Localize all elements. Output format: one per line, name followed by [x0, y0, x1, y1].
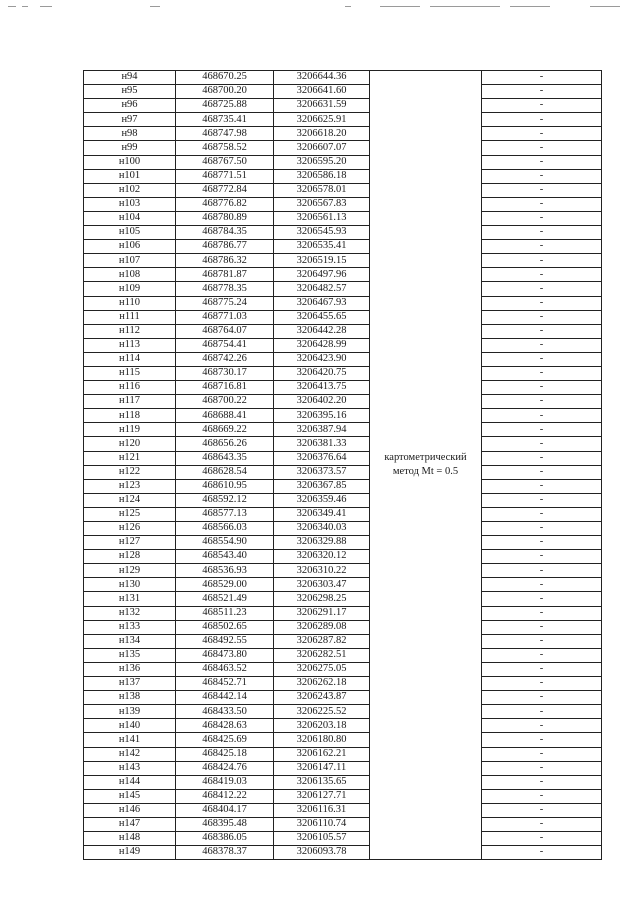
table-row [84, 832, 602, 846]
y-coordinate-cell: 3206162.21 [274, 747, 370, 761]
y-coordinate-cell: 3206373.57 [274, 465, 370, 479]
point-id-cell: н139 [84, 705, 176, 719]
table-row [84, 141, 602, 155]
y-coordinate-cell: 3206329.88 [274, 536, 370, 550]
x-coordinate-cell: 468492.55 [176, 634, 274, 648]
table-row [84, 423, 602, 437]
note-cell: - [482, 550, 602, 564]
table-row [84, 803, 602, 817]
table-row [84, 183, 602, 197]
note-cell: - [482, 493, 602, 507]
point-id-cell: н147 [84, 817, 176, 831]
note-cell: - [482, 789, 602, 803]
y-coordinate-cell: 3206287.82 [274, 634, 370, 648]
x-coordinate-cell: 468425.69 [176, 733, 274, 747]
x-coordinate-cell: 468628.54 [176, 465, 274, 479]
point-id-cell: н109 [84, 282, 176, 296]
note-cell: - [482, 507, 602, 521]
table-row [84, 592, 602, 606]
point-id-cell: н142 [84, 747, 176, 761]
table-row [84, 310, 602, 324]
point-id-cell: н137 [84, 677, 176, 691]
table-row [84, 437, 602, 451]
note-cell: - [482, 817, 602, 831]
scan-header-marks [0, 0, 640, 14]
note-cell: - [482, 395, 602, 409]
y-coordinate-cell: 3206467.93 [274, 296, 370, 310]
table-row [84, 747, 602, 761]
table-row [84, 733, 602, 747]
x-coordinate-cell: 468536.93 [176, 564, 274, 578]
point-id-cell: н120 [84, 437, 176, 451]
x-coordinate-cell: 468656.26 [176, 437, 274, 451]
method-text-line: метод Mt = 0.5 [392, 466, 459, 478]
note-cell: - [482, 324, 602, 338]
table-row [84, 761, 602, 775]
y-coordinate-cell: 3206320.12 [274, 550, 370, 564]
point-id-cell: н105 [84, 226, 176, 240]
point-id-cell: н114 [84, 352, 176, 366]
table-row [84, 169, 602, 183]
x-coordinate-cell: 468786.77 [176, 240, 274, 254]
x-coordinate-cell: 468725.88 [176, 99, 274, 113]
y-coordinate-cell: 3206455.65 [274, 310, 370, 324]
y-coordinate-cell: 3206225.52 [274, 705, 370, 719]
x-coordinate-cell: 468735.41 [176, 113, 274, 127]
note-cell: - [482, 747, 602, 761]
table-row [84, 197, 602, 211]
y-coordinate-cell: 3206402.20 [274, 395, 370, 409]
note-cell: - [482, 211, 602, 225]
y-coordinate-cell: 3206631.59 [274, 99, 370, 113]
point-id-cell: н122 [84, 465, 176, 479]
note-cell: - [482, 240, 602, 254]
y-coordinate-cell: 3206303.47 [274, 578, 370, 592]
x-coordinate-cell: 468776.82 [176, 197, 274, 211]
point-id-cell: н148 [84, 832, 176, 846]
note-cell: - [482, 226, 602, 240]
table-row [84, 254, 602, 268]
note-cell: - [482, 338, 602, 352]
y-coordinate-cell: 3206381.33 [274, 437, 370, 451]
x-coordinate-cell: 468378.37 [176, 846, 274, 860]
y-coordinate-cell: 3206561.13 [274, 211, 370, 225]
table-row [84, 155, 602, 169]
y-coordinate-cell: 3206282.51 [274, 648, 370, 662]
y-coordinate-cell: 3206413.75 [274, 381, 370, 395]
point-id-cell: н111 [84, 310, 176, 324]
point-id-cell: н115 [84, 366, 176, 380]
note-cell: - [482, 127, 602, 141]
point-id-cell: н113 [84, 338, 176, 352]
y-coordinate-cell: 3206349.41 [274, 507, 370, 521]
table-row [84, 775, 602, 789]
point-id-cell: н106 [84, 240, 176, 254]
x-coordinate-cell: 468473.80 [176, 648, 274, 662]
table-row [84, 409, 602, 423]
table-row [84, 719, 602, 733]
note-cell: - [482, 564, 602, 578]
note-cell: - [482, 155, 602, 169]
table-row [84, 620, 602, 634]
note-cell: - [482, 761, 602, 775]
point-id-cell: н131 [84, 592, 176, 606]
table-row [84, 296, 602, 310]
table-row [84, 606, 602, 620]
table-row [84, 113, 602, 127]
coordinates-table [83, 70, 602, 860]
x-coordinate-cell: 468442.14 [176, 691, 274, 705]
point-id-cell: н145 [84, 789, 176, 803]
y-coordinate-cell: 3206310.22 [274, 564, 370, 578]
y-coordinate-cell: 3206641.60 [274, 85, 370, 99]
x-coordinate-cell: 468670.25 [176, 71, 274, 85]
note-cell: - [482, 423, 602, 437]
note-cell: - [482, 648, 602, 662]
point-id-cell: н140 [84, 719, 176, 733]
table-row [84, 662, 602, 676]
note-cell: - [482, 803, 602, 817]
coordinates-table-body [84, 71, 602, 860]
x-coordinate-cell: 468781.87 [176, 268, 274, 282]
x-coordinate-cell: 468566.03 [176, 522, 274, 536]
y-coordinate-cell: 3206275.05 [274, 662, 370, 676]
point-id-cell: н132 [84, 606, 176, 620]
point-id-cell: н101 [84, 169, 176, 183]
x-coordinate-cell: 468554.90 [176, 536, 274, 550]
table-row [84, 381, 602, 395]
x-coordinate-cell: 468669.22 [176, 423, 274, 437]
y-coordinate-cell: 3206578.01 [274, 183, 370, 197]
table-row [84, 99, 602, 113]
point-id-cell: н96 [84, 99, 176, 113]
note-cell: - [482, 352, 602, 366]
y-coordinate-cell: 3206395.16 [274, 409, 370, 423]
point-id-cell: н141 [84, 733, 176, 747]
x-coordinate-cell: 468764.07 [176, 324, 274, 338]
point-id-cell: н94 [84, 71, 176, 85]
point-id-cell: н110 [84, 296, 176, 310]
point-id-cell: н133 [84, 620, 176, 634]
note-cell: - [482, 620, 602, 634]
y-coordinate-cell: 3206340.03 [274, 522, 370, 536]
point-id-cell: н108 [84, 268, 176, 282]
note-cell: - [482, 662, 602, 676]
table-row [84, 522, 602, 536]
x-coordinate-cell: 468643.35 [176, 451, 274, 465]
point-id-cell: н146 [84, 803, 176, 817]
y-coordinate-cell: 3206567.83 [274, 197, 370, 211]
table-row [84, 817, 602, 831]
point-id-cell: н123 [84, 479, 176, 493]
point-id-cell: н102 [84, 183, 176, 197]
table-row [84, 85, 602, 99]
x-coordinate-cell: 468767.50 [176, 155, 274, 169]
x-coordinate-cell: 468577.13 [176, 507, 274, 521]
x-coordinate-cell: 468386.05 [176, 832, 274, 846]
table-row [84, 493, 602, 507]
note-cell: - [482, 775, 602, 789]
table-row [84, 268, 602, 282]
y-coordinate-cell: 3206497.96 [274, 268, 370, 282]
table-row [84, 648, 602, 662]
point-id-cell: н144 [84, 775, 176, 789]
x-coordinate-cell: 468754.41 [176, 338, 274, 352]
note-cell: - [482, 381, 602, 395]
point-id-cell: н125 [84, 507, 176, 521]
table-row [84, 226, 602, 240]
note-cell: - [482, 536, 602, 550]
x-coordinate-cell: 468742.26 [176, 352, 274, 366]
x-coordinate-cell: 468433.50 [176, 705, 274, 719]
x-coordinate-cell: 468592.12 [176, 493, 274, 507]
y-coordinate-cell: 3206442.28 [274, 324, 370, 338]
note-cell: - [482, 606, 602, 620]
x-coordinate-cell: 468543.40 [176, 550, 274, 564]
x-coordinate-cell: 468463.52 [176, 662, 274, 676]
table-row [84, 479, 602, 493]
point-id-cell: н134 [84, 634, 176, 648]
point-id-cell: н136 [84, 662, 176, 676]
note-cell: - [482, 197, 602, 211]
note-cell: - [482, 169, 602, 183]
note-cell: - [482, 409, 602, 423]
y-coordinate-cell: 3206644.36 [274, 71, 370, 85]
y-coordinate-cell: 3206595.20 [274, 155, 370, 169]
table-row [84, 677, 602, 691]
table-row [84, 705, 602, 719]
y-coordinate-cell: 3206607.07 [274, 141, 370, 155]
point-id-cell: н128 [84, 550, 176, 564]
table-row [84, 352, 602, 366]
point-id-cell: н124 [84, 493, 176, 507]
table-row [84, 507, 602, 521]
x-coordinate-cell: 468424.76 [176, 761, 274, 775]
x-coordinate-cell: 468404.17 [176, 803, 274, 817]
note-cell: - [482, 846, 602, 860]
method-text-line: картометрический [384, 451, 467, 463]
note-cell: - [482, 479, 602, 493]
y-coordinate-cell: 3206289.08 [274, 620, 370, 634]
note-cell: - [482, 733, 602, 747]
note-cell: - [482, 268, 602, 282]
x-coordinate-cell: 468778.35 [176, 282, 274, 296]
table-row [84, 127, 602, 141]
y-coordinate-cell: 3206298.25 [274, 592, 370, 606]
y-coordinate-cell: 3206135.65 [274, 775, 370, 789]
y-coordinate-cell: 3206428.99 [274, 338, 370, 352]
y-coordinate-cell: 3206387.94 [274, 423, 370, 437]
y-coordinate-cell: 3206482.57 [274, 282, 370, 296]
x-coordinate-cell: 468521.49 [176, 592, 274, 606]
y-coordinate-cell: 3206203.18 [274, 719, 370, 733]
table-row [84, 691, 602, 705]
note-cell: - [482, 141, 602, 155]
note-cell: - [482, 465, 602, 479]
y-coordinate-cell: 3206291.17 [274, 606, 370, 620]
x-coordinate-cell: 468758.52 [176, 141, 274, 155]
point-id-cell: н98 [84, 127, 176, 141]
x-coordinate-cell: 468502.65 [176, 620, 274, 634]
point-id-cell: н138 [84, 691, 176, 705]
y-coordinate-cell: 3206545.93 [274, 226, 370, 240]
x-coordinate-cell: 468786.32 [176, 254, 274, 268]
x-coordinate-cell: 468412.22 [176, 789, 274, 803]
table-row [84, 240, 602, 254]
x-coordinate-cell: 468419.03 [176, 775, 274, 789]
note-cell: - [482, 451, 602, 465]
x-coordinate-cell: 468428.63 [176, 719, 274, 733]
y-coordinate-cell: 3206519.15 [274, 254, 370, 268]
note-cell: - [482, 366, 602, 380]
point-id-cell: н127 [84, 536, 176, 550]
note-cell: - [482, 705, 602, 719]
note-cell: - [482, 677, 602, 691]
y-coordinate-cell: 3206243.87 [274, 691, 370, 705]
point-id-cell: н135 [84, 648, 176, 662]
y-coordinate-cell: 3206110.74 [274, 817, 370, 831]
y-coordinate-cell: 3206359.46 [274, 493, 370, 507]
y-coordinate-cell: 3206105.57 [274, 832, 370, 846]
point-id-cell: н149 [84, 846, 176, 860]
point-id-cell: н103 [84, 197, 176, 211]
x-coordinate-cell: 468730.17 [176, 366, 274, 380]
point-id-cell: н117 [84, 395, 176, 409]
y-coordinate-cell: 3206625.91 [274, 113, 370, 127]
table-row [84, 338, 602, 352]
x-coordinate-cell: 468772.84 [176, 183, 274, 197]
note-cell: - [482, 282, 602, 296]
note-cell: - [482, 254, 602, 268]
note-cell: - [482, 691, 602, 705]
point-id-cell: н143 [84, 761, 176, 775]
table-row [84, 789, 602, 803]
x-coordinate-cell: 468780.89 [176, 211, 274, 225]
point-id-cell: н130 [84, 578, 176, 592]
note-cell: - [482, 296, 602, 310]
note-cell: - [482, 634, 602, 648]
note-cell: - [482, 719, 602, 733]
point-id-cell: н107 [84, 254, 176, 268]
table-row [84, 395, 602, 409]
table-row [84, 282, 602, 296]
y-coordinate-cell: 3206147.11 [274, 761, 370, 775]
note-cell: - [482, 310, 602, 324]
x-coordinate-cell: 468529.00 [176, 578, 274, 592]
x-coordinate-cell: 468700.22 [176, 395, 274, 409]
table-row [84, 465, 602, 479]
y-coordinate-cell: 3206535.41 [274, 240, 370, 254]
x-coordinate-cell: 468771.51 [176, 169, 274, 183]
x-coordinate-cell: 468395.48 [176, 817, 274, 831]
note-cell: - [482, 437, 602, 451]
x-coordinate-cell: 468511.23 [176, 606, 274, 620]
point-id-cell: н119 [84, 423, 176, 437]
point-id-cell: н104 [84, 211, 176, 225]
table-row [84, 578, 602, 592]
x-coordinate-cell: 468700.20 [176, 85, 274, 99]
note-cell: - [482, 832, 602, 846]
x-coordinate-cell: 468425.18 [176, 747, 274, 761]
table-row [84, 634, 602, 648]
method-cell [370, 71, 482, 860]
y-coordinate-cell: 3206586.18 [274, 169, 370, 183]
y-coordinate-cell: 3206180.80 [274, 733, 370, 747]
point-id-cell: н95 [84, 85, 176, 99]
y-coordinate-cell: 3206618.20 [274, 127, 370, 141]
y-coordinate-cell: 3206262.18 [274, 677, 370, 691]
point-id-cell: н121 [84, 451, 176, 465]
x-coordinate-cell: 468771.03 [176, 310, 274, 324]
y-coordinate-cell: 3206127.71 [274, 789, 370, 803]
note-cell: - [482, 85, 602, 99]
y-coordinate-cell: 3206376.64 [274, 451, 370, 465]
y-coordinate-cell: 3206367.85 [274, 479, 370, 493]
point-id-cell: н112 [84, 324, 176, 338]
table-row [84, 846, 602, 860]
note-cell: - [482, 592, 602, 606]
table-row [84, 324, 602, 338]
table-row [84, 451, 602, 465]
y-coordinate-cell: 3206093.78 [274, 846, 370, 860]
table-row [84, 564, 602, 578]
x-coordinate-cell: 468452.71 [176, 677, 274, 691]
point-id-cell: н126 [84, 522, 176, 536]
point-id-cell: н116 [84, 381, 176, 395]
note-cell: - [482, 113, 602, 127]
table-row [84, 536, 602, 550]
y-coordinate-cell: 3206116.31 [274, 803, 370, 817]
y-coordinate-cell: 3206420.75 [274, 366, 370, 380]
table-row [84, 211, 602, 225]
note-cell: - [482, 578, 602, 592]
note-cell: - [482, 71, 602, 85]
x-coordinate-cell: 468784.35 [176, 226, 274, 240]
x-coordinate-cell: 468688.41 [176, 409, 274, 423]
note-cell: - [482, 183, 602, 197]
y-coordinate-cell: 3206423.90 [274, 352, 370, 366]
point-id-cell: н118 [84, 409, 176, 423]
x-coordinate-cell: 468775.24 [176, 296, 274, 310]
x-coordinate-cell: 468610.95 [176, 479, 274, 493]
point-id-cell: н100 [84, 155, 176, 169]
table-row [84, 366, 602, 380]
table-row [84, 550, 602, 564]
note-cell: - [482, 99, 602, 113]
x-coordinate-cell: 468716.81 [176, 381, 274, 395]
note-cell: - [482, 522, 602, 536]
point-id-cell: н129 [84, 564, 176, 578]
point-id-cell: н97 [84, 113, 176, 127]
x-coordinate-cell: 468747.98 [176, 127, 274, 141]
point-id-cell: н99 [84, 141, 176, 155]
table-row [84, 71, 602, 85]
